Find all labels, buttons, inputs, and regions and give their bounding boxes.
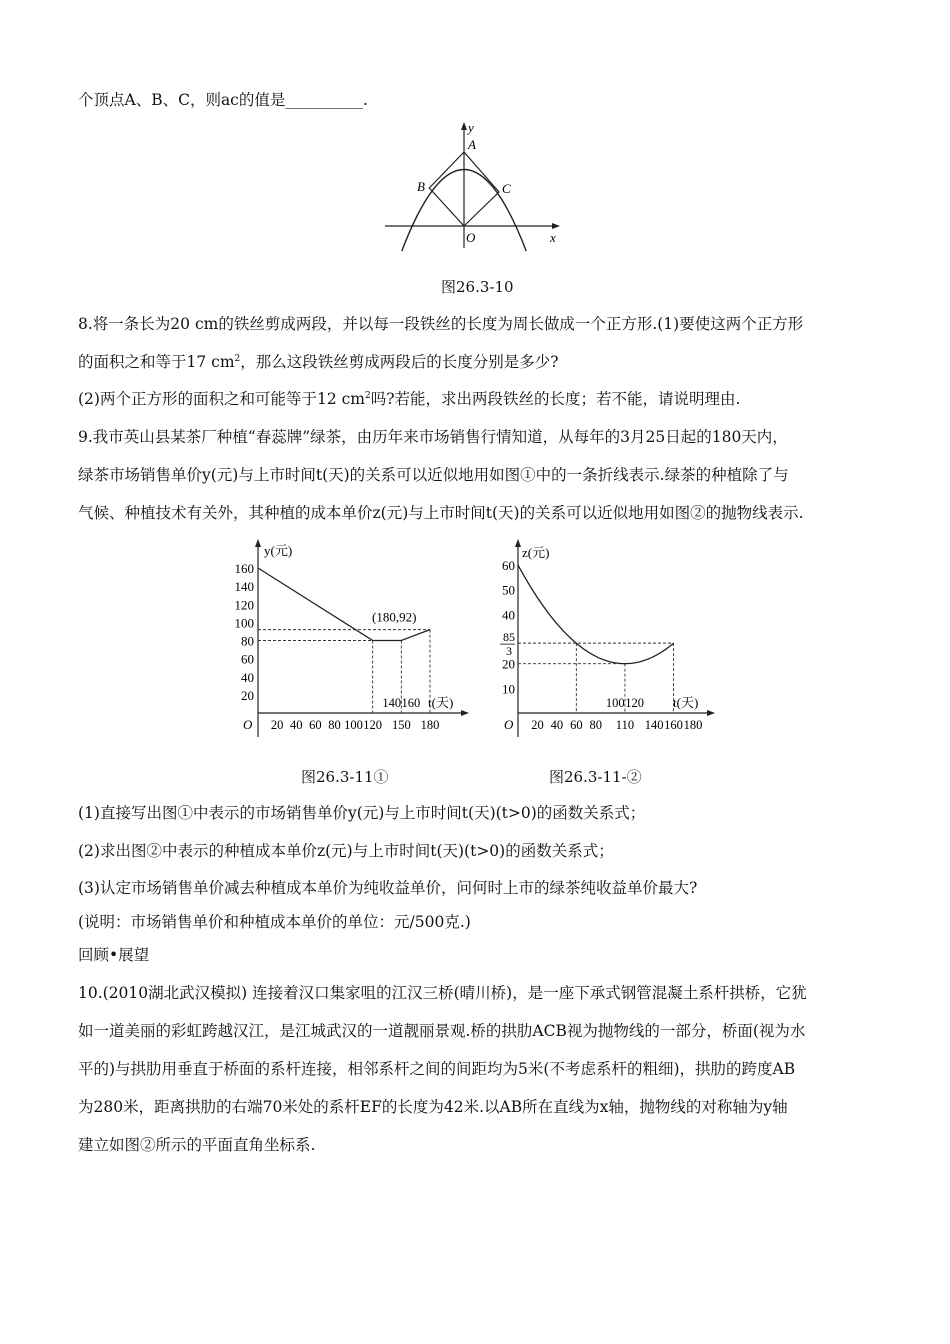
text-line-l0: 个顶点A、B、C，则ac的值是__________.: [78, 91, 368, 109]
chart2-x-arrow: [707, 710, 715, 716]
chart2-xtick-160: 160: [664, 718, 683, 732]
caption-fig-26-3-11-1: 图26.3-11①: [301, 768, 389, 786]
x-axis-arrow: [552, 223, 560, 229]
text-line-l9a: 9.我市英山县某茶厂种植“春蕊牌”绿茶，由历年来市场销售行情知道，从每年的3月25日起的180天内，: [78, 428, 788, 446]
chart2-y-ticks: [500, 558, 515, 696]
chart1-xtick-150: 150: [391, 718, 411, 732]
point-A-label: A: [468, 137, 476, 152]
fig10-x-label: x: [550, 230, 556, 245]
chart1-xtick-20: 20: [270, 718, 284, 732]
chart1-ytick-120: 120: [234, 597, 254, 613]
caption-fig-26-3-11-2: 图26.3-11-②: [549, 768, 642, 786]
text-line-l9c: 气候、种植技术有关外，其种植的成本单价z(元)与上市时间t(天)的关系可以近似地用如图②的抛物线表示.: [78, 504, 804, 522]
chart1-origin: O: [243, 717, 253, 732]
fig10-y-label: y: [468, 120, 474, 135]
text-line-l8b: 的面积之和等于17 $cm^2$，那么这段铁丝剪成两段后的长度分别是多少?: [78, 353, 559, 371]
chart1-y-arrow: [255, 539, 261, 547]
chart2-parabola: [518, 565, 674, 664]
chart2-ytick-fraction-denominator: 3: [506, 644, 512, 659]
chart2-ytick-60: 60: [502, 558, 515, 573]
chart1-x-ticks: [271, 696, 440, 732]
text-line-l10c: 平的)与拱肋用垂直于桥面的系杆连接，相邻系杆之间的间距均为5米(不考虑系杆的粗细)，拱肋的跨度AB: [78, 1060, 796, 1078]
chart2-xtick-110: 110: [615, 718, 635, 732]
chart1-xtick-80: 80: [328, 718, 341, 732]
chart2-series: [518, 565, 674, 664]
chart2-y-arrow: [515, 539, 521, 547]
chart1-xtick-180: 180: [420, 718, 440, 732]
text-line-l10a: 10.(2010湖北武汉模拟) 连接着汉口集家咀的江汉三桥(晴川桥)，是一座下承式钢管混凝土系杆拱桥，它犹: [78, 984, 807, 1002]
chart1-y-ticks: [235, 561, 255, 703]
chart-cost-price: [488, 537, 718, 752]
point-O-label: O: [466, 230, 476, 245]
text-line-l8c: (2)两个正方形的面积之和可能等于12 $cm^2$吗?若能，求出两段铁丝的长度；若不能，请说明理由.: [78, 390, 741, 408]
chart2-guides: [518, 643, 674, 713]
chart1-xtick-above-160: 160: [401, 696, 421, 710]
chart1-xtick-above-140: 140: [382, 696, 402, 710]
chart2-ytick-50: 50: [502, 582, 515, 598]
chart2-ytick-10: 10: [502, 681, 515, 697]
chart2-ylabel: z(元): [522, 545, 550, 560]
chart1-ylabel: y(元): [264, 543, 293, 558]
chart2-origin: O: [504, 717, 514, 732]
text-line-l8a: 8.将一条长为20 cm的铁丝剪成两段，并以每一段铁丝的长度为周长做成一个正方形.(1)要使这两个正方形: [78, 315, 804, 333]
chart1-x-arrow: [461, 710, 469, 716]
caption-fig-26-3-10: 图26.3-10: [441, 278, 514, 296]
text-line-q2: (2)求出图②中表示的种植成本单价z(元)与上市时间t(天)(t>0)的函数关系式；: [78, 842, 614, 860]
chart2-xtick-above-100: 100: [605, 696, 625, 710]
point-B-label: B: [417, 179, 425, 194]
chart2-ytick-40: 40: [502, 607, 515, 623]
chart1-xlabel: t(天): [428, 695, 454, 710]
chart1-ytick-60: 60: [241, 651, 254, 667]
chart1-ytick-160: 160: [234, 561, 254, 576]
chart2-xtick-80: 80: [589, 718, 603, 732]
chart2-xlabel: t(天): [673, 695, 699, 710]
text-line-q3: (3)认定市场销售单价减去种植成本单价为纯收益单价，问何时上市的绿茶纯收益单价最大?: [78, 879, 698, 897]
chart1-xtick-60: 60: [309, 718, 322, 732]
section-heading: 回顾•展望: [78, 946, 150, 964]
y-axis-arrow: [461, 122, 467, 130]
chart1-xtick-120: 120: [363, 718, 383, 732]
text-line-q1: (1)直接写出图①中表示的市场销售单价y(元)与上市时间t(天)(t>0)的函数关系式；: [78, 804, 646, 822]
chart1-annotation: (180,92): [372, 609, 417, 625]
figure-26-3-10: [380, 118, 570, 258]
chart2-xtick-20: 20: [531, 718, 544, 732]
point-C-label: C: [502, 181, 511, 196]
text-line-l10b: 如一道美丽的彩虹跨越汉江，是江城武汉的一道靓丽景观.桥的拱肋ACB视为抛物线的一部分，桥面(视为水: [78, 1022, 806, 1040]
chart2-xtick-60: 60: [570, 718, 583, 732]
chart2-ytick-fraction-numerator: 85: [503, 630, 515, 645]
text-line-l10d: 为280米，距离拱肋的右端70米处的系杆EF的长度为42米.以AB所在直线为x轴，抛物线的对称轴为y轴: [78, 1098, 788, 1116]
chart2-xtick-40: 40: [550, 718, 564, 732]
chart-sales-price: [225, 537, 470, 752]
chart2-ytick-20: 20: [502, 656, 515, 672]
chart1-ytick-140: 140: [234, 579, 254, 595]
chart1-ytick-20: 20: [241, 687, 254, 703]
chart1-ytick-100: 100: [234, 615, 254, 631]
text-line-l10e: 建立如图②所示的平面直角坐标系.: [78, 1136, 316, 1154]
chart1-ytick-40: 40: [241, 669, 254, 685]
text-line-note: (说明：市场销售单价和种植成本单价的单位：元/500克.): [78, 913, 471, 931]
chart2-xtick-180: 180: [683, 718, 703, 732]
chart2-xtick-above-120: 120: [625, 696, 645, 710]
chart1-xtick-40: 40: [289, 718, 303, 732]
chart1-xtick-100: 100: [344, 718, 363, 732]
chart1-ytick-80: 80: [241, 633, 254, 649]
text-line-l9b: 绿茶市场销售单价y(元)与上市时间t(天)的关系可以近似地用如图①中的一条折线表示.绿茶的种植除了与: [78, 466, 789, 484]
chart2-xtick-140: 140: [644, 718, 664, 732]
